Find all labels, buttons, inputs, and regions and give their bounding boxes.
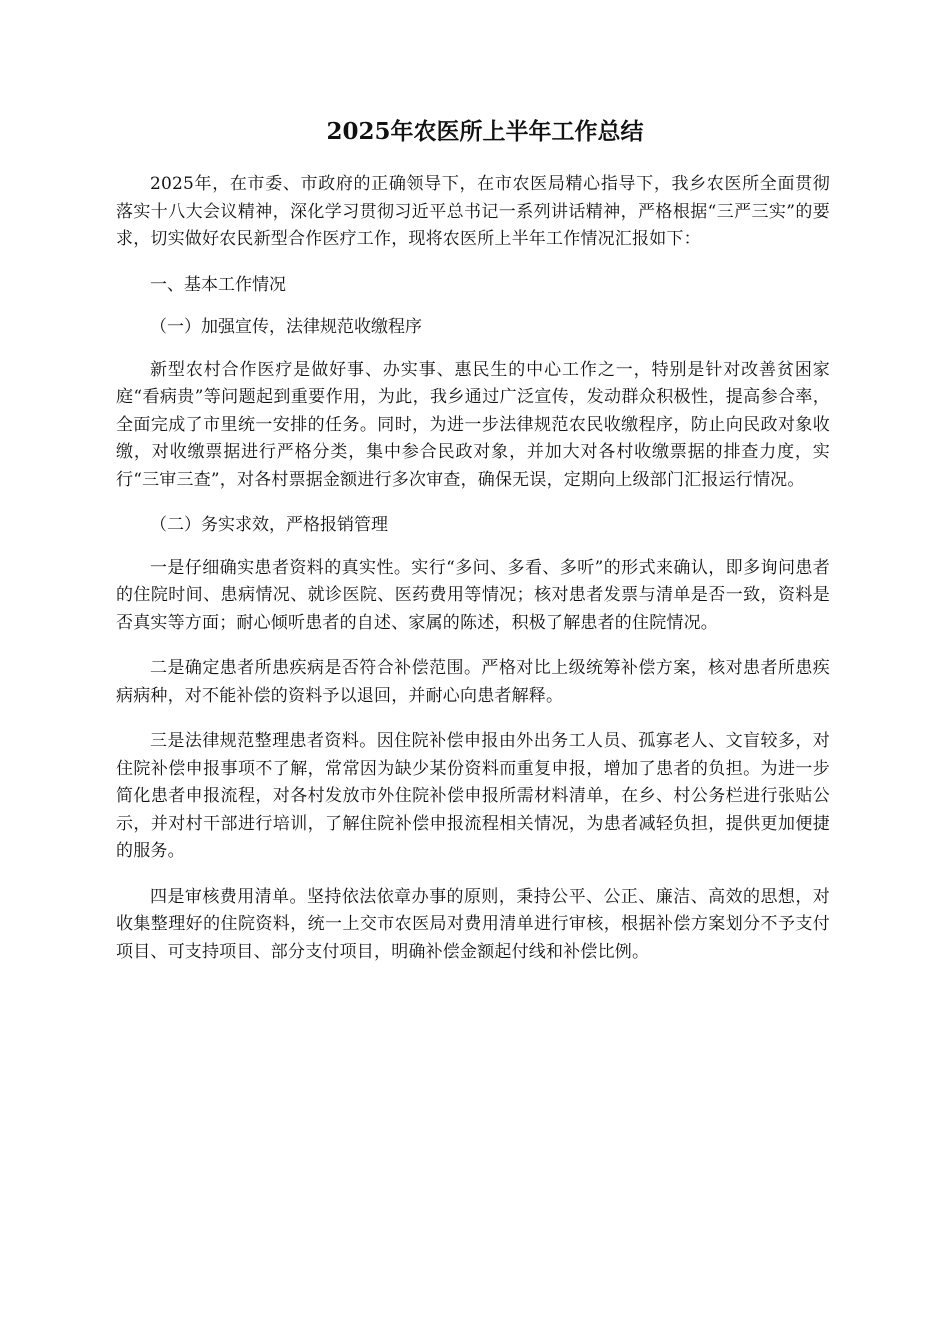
intro-paragraph: 2025年，在市委、市政府的正确领导下，在市农医局精心指导下，我乡农医所全面贯彻落实十八大会议精神，深化学习贯彻习近平总书记一系列讲话精神，严格根据“三严三实”的要求，切实做好农民新型合作医疗工作，现将农医所上半年工作情况汇报如下： xyxy=(116,174,830,249)
reimbursement-paragraph-1: 一是仔细确实患者资料的真实性。实行“多问、多看、多听”的形式来确认，即多询问患者的住院时间、患病情况、就诊医院、医药费用等情况；核对患者发票与清单是否一致，资料是否真实等方面；耐心倾听患者的自述、家属的陈述，积极了解患者的住院情况。 xyxy=(116,557,830,633)
spacer xyxy=(116,254,830,272)
document-title: 2025年农医所上半年工作总结 xyxy=(326,118,644,145)
spacer xyxy=(116,637,830,655)
reimbursement-paragraph-2: 二是确定患者所患疾病是否符合补偿范围。严格对比上级统筹补偿方案，核对患者所患疾病病种，对不能补偿的资料予以退回，并耐心向患者解释。 xyxy=(116,658,830,706)
spacer xyxy=(116,299,830,314)
publicity-paragraph: 新型农村合作医疗是做好事、办实事、惠民生的中心工作之一，特别是针对改善贫困家庭“看病贵”等问题起到重要作用，为此，我乡通过广泛宣传，发动群众积极性，提高参合率，全面完成了市里统一安排的任务。同时，为进一步法律规范农民收缴程序，防止向民政对象收缴，对收缴票据进行严格分类，集中参合民政对象，并加大对各村收缴票据的排查力度，实行“三审三查”，对各村票据金额进行多次审查，确保无误，定期向上级部门汇报运行情况。 xyxy=(116,359,830,490)
reimbursement-paragraph-4: 四是审核费用清单。坚持依法依章办事的原则，秉持公平、公正、廉洁、高效的思想，对收集整理好的住院资料，统一上交市农医局对费用清单进行审核，根据补偿方案划分不予支付项目、可支持项目、部分支付项目，明确补偿金额起付线和补偿比例。 xyxy=(116,886,830,962)
document-body xyxy=(116,116,830,966)
subsection-heading-reimbursement: （二）务实求效，严格报销管理 xyxy=(150,515,388,535)
spacer xyxy=(116,866,830,884)
spacer xyxy=(116,494,830,512)
subsection-heading-publicity: （一）加强宣传，法律规范收缴程序 xyxy=(150,317,422,337)
spacer xyxy=(116,342,830,357)
spacer xyxy=(116,148,830,171)
reimbursement-paragraph-3: 三是法律规范整理患者资料。因住院补偿申报由外出务工人员、孤寡老人、文盲较多，对住院补偿申报事项不了解，常常因为缺少某份资料而重复申报，增加了患者的负担。为进一步简化患者申报流程，对各村发放市外住院补偿申报所需材料清单，在乡、村公务栏进行张贴公示，并对村干部进行培训，了解住院补偿申报流程相关情况，为患者减轻负担，提供更加便捷的服务。 xyxy=(116,731,830,861)
spacer xyxy=(116,710,830,728)
section-heading-basic-work: 一、基本工作情况 xyxy=(150,274,286,295)
spacer xyxy=(116,540,830,555)
